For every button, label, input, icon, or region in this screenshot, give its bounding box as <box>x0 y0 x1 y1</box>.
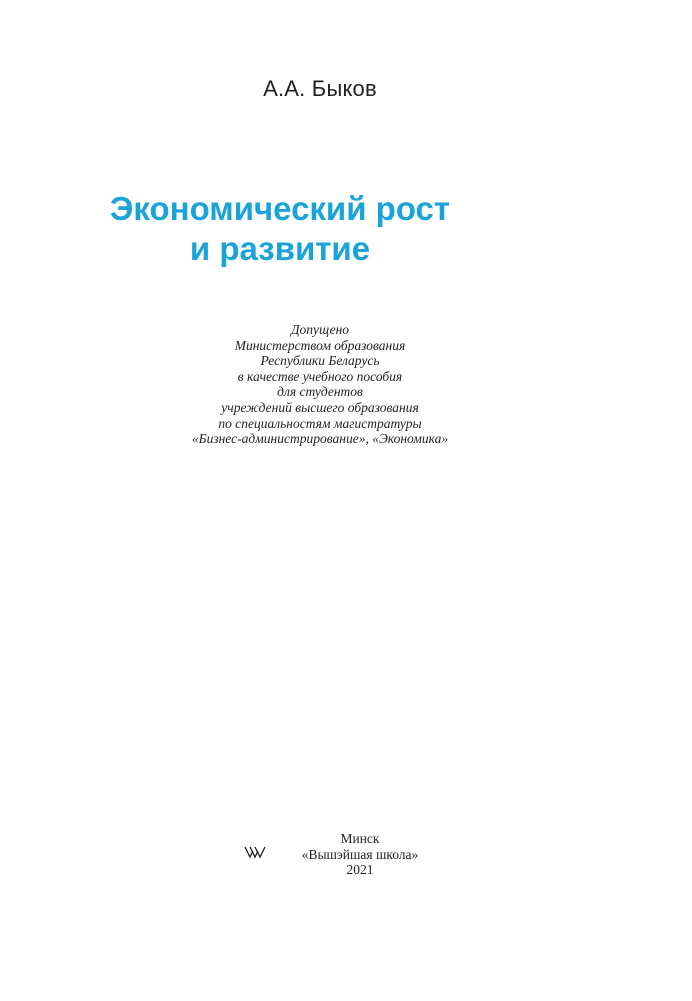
approval-line: Допущено <box>290 322 350 337</box>
book-title-line-2: и развитие <box>189 230 371 267</box>
imprint <box>240 831 460 878</box>
approval-line: Министерством образования <box>234 337 406 353</box>
imprint-city: Минск <box>340 831 380 846</box>
book-title <box>0 189 560 269</box>
book-title-line-1: Экономический рост <box>109 190 451 227</box>
imprint-publisher: «Вышэйшая школа» <box>301 846 419 862</box>
approval-line: «Бизнес-администрирование», «Экономика» <box>191 431 449 447</box>
imprint-year: 2021 <box>346 862 374 878</box>
approval-line: для студентов <box>277 384 363 400</box>
author-name: А.А. Быков <box>263 76 377 101</box>
approval-line: в качестве учебного пособия <box>237 368 403 384</box>
approval-line: по специальностям магистратуры <box>218 415 422 431</box>
publisher-logo-icon <box>244 845 266 859</box>
approval-line: Республики Беларусь <box>260 353 380 369</box>
approval-statement <box>0 322 640 447</box>
approval-line: учреждений высшего образования <box>221 399 419 415</box>
